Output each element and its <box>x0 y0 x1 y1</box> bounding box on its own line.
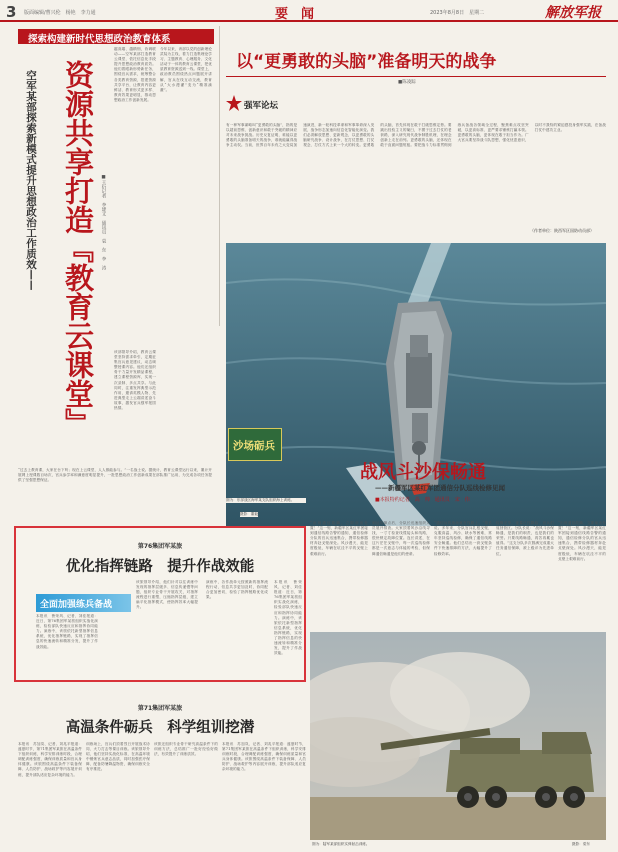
edu-title: 资源共享打造『教育云课堂』 <box>61 60 95 437</box>
group76-body-col2: 该旅领导介绍，他们针对以往训练中发现的指挥层级多、信息传递慢等问题，组织专业骨干开展攻关，对指挥流程进行重塑，压缩指挥层级，建立扁平化指挥模式，使指挥效率大幅提升。 <box>136 580 198 610</box>
exercise-body-col3: “通信兵的战场就在线路上。”排长说。多年来，分队官兵扎根戈壁，克服高温、风沙、缺水等困难，常年坚持巡线检修，确保了通信线路安全畅通。他们总结出一套戈壁条件下快速排障的方法，大幅提升了检修效率。 <box>434 521 492 556</box>
page-number: 3 <box>6 3 17 21</box>
group71-title: 高温条件砺兵 科学组训挖潜 <box>65 720 255 736</box>
exercise-body-col4: 检修完毕，夜幕已经降临，官兵们返回营区。分队长说：“战风斗沙保畅通，是我们的职责，也是我们的荣誉。只要线路畅通，再苦再累也值得。”这支分队多次圆满完成重大任务通信保障，被上级评为先进单位。 <box>496 521 554 556</box>
edu-body-bottom: “过去上教育课，大家在台下听；现在上云课堂，人人都能参与。”一名战士说。据统计，教育云课堂运行以来，累计开展网上授课数百场次，官兵参学率和满意度明显提升，一批思想政治工作创新成果在部队推广运用，为完成各项任务提供了坚强思想保证。 <box>18 468 212 483</box>
artillery-photo <box>310 632 606 840</box>
group71-body-col3: 该旅还组织专业骨干研究高温条件下的训练方法，总结推广一批好经验好做法，有效提升了训练质效。 <box>154 742 218 757</box>
edu-body-col2: 今年以来，该部以党的创新理论武装为主线，着力打造集理论学习、主题教育、心理服务、文化活动于一体的教育云课堂，把优质教育资源送到一线。课堂上，政治教员围绕热点问题展开讲解，官兵在线互动交流，教育从“大水漫灌”变为“精准滴灌”。 <box>160 47 212 92</box>
masthead <box>0 0 618 22</box>
section-title: 要 闻 <box>275 7 315 22</box>
headline-rule <box>226 76 606 77</box>
edu-subtitle: 空军某部探索新模式提升思想政治工作质效—— <box>25 70 37 291</box>
ship-photo-credit: 摄影：董毅 <box>240 512 258 516</box>
exercise-section-tag-label: 沙场砺兵 <box>233 440 275 452</box>
group71-label: 第71集团军某旅 <box>137 705 183 712</box>
forum-tag <box>226 95 288 119</box>
issue-date: 2023年8月8日 星期二 <box>430 10 485 16</box>
exercise-body-col5: “出现通信故障，立即前出处置！”这一刻，新疆军区某红军团接到通信线路告警的通知，通信检修分队的官兵迅速集合，携带检修器材奔赴戈壁深处。风沙漫天，能见度极低，车辆在坑洼不平的戈壁上艰难前行。 <box>558 521 606 561</box>
exercise-title: 战风斗沙保畅通 <box>360 462 486 483</box>
main-headline: 以“更勇敢的头脑”准备明天的战争 <box>236 52 497 72</box>
exercise-body-col2: 到达故障点后，分队长迅速组织人员展开排查。大家顶着风沙沿线寻找，一寸寸检查线缆接头和线路，很快锁定故障位置。连长讲述，在这片茫茫戈壁中，每一次巡线检修都是一次意志与体能的考验，但保障通信畅通是他们的使命。 <box>372 521 430 556</box>
group76-body-col3: 演练中，各作战单元按照新的指挥流程行动，信息共享更加及时，协同配合更加密切，检验了指挥链路优化成果。 <box>206 580 268 600</box>
edu-body-col3: 该部领导介绍，教育云课堂坚持需求牵引，定期征集官兵意见建议，动态调整授课内容。他们还组织骨干力量开发精品课程，建立课程资源库，实现一次录制、多点共享。与此同时，注重发挥典型示范作用，邀请英模人物、先进典型走上云端讲述奋斗故事，激发官兵强军报国热情。 <box>114 350 156 411</box>
exercise-body-col1: “出现通信故障，立即前出处置！”这一刻，新疆军区某红军团接到通信线路告警的通知，通信检修分队的官兵迅速集合，携带检修器材奔赴戈壁深处。风沙漫天，能见度极低，车辆在坑洼不平的戈壁上艰难前行。 <box>310 521 368 556</box>
forum-body: 有一种军事谋略叫“更勇敢的头脑”，指的是以超前思维、创新意识和敢于突破的精神应对未来战争挑战。历史反复证明，谁能以更勇敢的头脑准备明天的战争，谁就能赢得战争主动权。当前，世界百年未有之大变局加速演进，新一轮科技革命和军事革命深入发展，战争形态加速向信息化智能化演变。我们必须解放思想、更新观念，以更勇敢的头脑研究战争、设计战争，在打仗思想、打仗观念、打仗方式上来一个大的转变。更勇敢的头脑，首先体现在敢于打破思维定势。要跳出经验主义的窠臼，不囿于过去打仗的老套路，深入研究现代战争制胜机理，在理念创新上走在前列。更勇敢的头脑，还体现在敢于直面问题短板。要把战斗力标准贯彻到练兵备战各领域全过程，聚焦难点攻坚突破，以更高标准、更严要求锤炼打赢本领。更勇敢的头脑，更体现在敢于担当作为。广大官兵要坚持战斗队思想，强化忧患意识，以时不我待的紧迫感投身强军实践，在备战打仗中建功立业。 <box>226 123 606 148</box>
exercise-byline: ■本报特约记者 高 帅 通讯员 宋 伟 <box>375 497 470 503</box>
column-banner <box>18 29 214 44</box>
page-editors: 版面编辑/曹兴伦 杨艳 李力通 <box>24 10 96 16</box>
group76-body-col4: 本报讯 鲁荣风、记者、刘佳报道：近日，第76集团军某旅组织实战化演练，检验部队快速反应和指挥协同能力。演练中，该旅依托新型指挥信息系统，优化指挥链路，实现了指挥信息的快速流转和精准分发，提升了作战效能。 <box>274 580 302 656</box>
artillery-photo-credit: 摄影：梁东 <box>572 842 590 846</box>
exercise-section-tag <box>228 428 282 461</box>
group71-body-col1: 本报讯 苏加岚、记者、刘兆平报道：盛夏时节，第71集团军某旅在高温条件下组织训练，科学安排训练时段，合理调配训练强度，确保训练质量和官兵身体健康。该旅围绕高温条件下装备保障、人员防护、战场救护等内容展开训练，提升部队适应复杂环境的能力。 <box>18 742 82 777</box>
group76-banner-text: 全面加强练兵备战 <box>40 600 113 610</box>
forum-author: （作者单位：陕西军区国防动员部） <box>530 228 594 233</box>
column-divider <box>219 26 220 326</box>
headline-byline: ■陈凌踪 <box>398 80 416 85</box>
forum-tag-label: 强军论坛 <box>244 101 279 111</box>
group76-body-col1: 本报讯 鲁荣风、记者、刘佳报道：近日，第76集团军某旅组织实战化演练，检验部队快速反应和指挥协同能力。演练中，该旅依托新型指挥信息系统，优化指挥链路，实现了指挥信息的快速流转和精准分发，提升了作战效能。 <box>36 614 98 649</box>
group76-title: 优化指挥链路 提升作战效能 <box>65 559 255 575</box>
column-banner-text: 探索构建新时代思想政治教育体系 <box>28 34 171 45</box>
group76-banner <box>36 594 131 612</box>
group76-box <box>14 526 306 682</box>
artillery-photo-caption: 图为：陆军某部组织实弹射击训练。 <box>312 842 370 846</box>
group71-body-col2: 训练场上，官兵们顶着烈日开展战术协同、火力打击等课目训练。该旅领导介绍，他们坚持实战化标准，在高温环境中锤炼官兵意志品质，同时加强医疗保障，配备防暑降温物资，确保训练安全有序推进。 <box>86 742 150 772</box>
group71-body-col4: 本报讯 苏加岚、记者、刘兆平报道：盛夏时节，第71集团军某旅在高温条件下组织训练，科学安排训练时段，合理调配训练强度，确保训练质量和官兵身体健康。该旅围绕高温条件下装备保障、人员防护、战场救护等内容展开训练，提升部队适应复杂环境的能力。 <box>222 742 306 772</box>
edu-body-col1: 越高端、越精细，协调联动——空军某部打造教育云课堂，依托信息化手段提升思想政治教育质效。他们着眼新形势新任务，围绕官兵需求，统筹整合各类教育资源，搭建资源共享平台，让教育内容更鲜活、教育形式更多样、教育效果更明显，推动思想政治工作创新发展。 <box>114 47 156 102</box>
ship-photo-caption: 图为：东部战区海军某支队组织海上训练。 <box>226 498 306 503</box>
group76-label: 第76集团军某旅 <box>137 543 183 550</box>
edu-byline: ■王衍记者 李建文 通讯员 袁 东 李 涛 <box>101 175 106 270</box>
newspaper-brand: 解放军报 <box>545 5 601 21</box>
star-icon <box>226 95 242 111</box>
exercise-subtitle: ——新疆军区某红军团通信分队巡线检修见闻 <box>375 484 505 492</box>
